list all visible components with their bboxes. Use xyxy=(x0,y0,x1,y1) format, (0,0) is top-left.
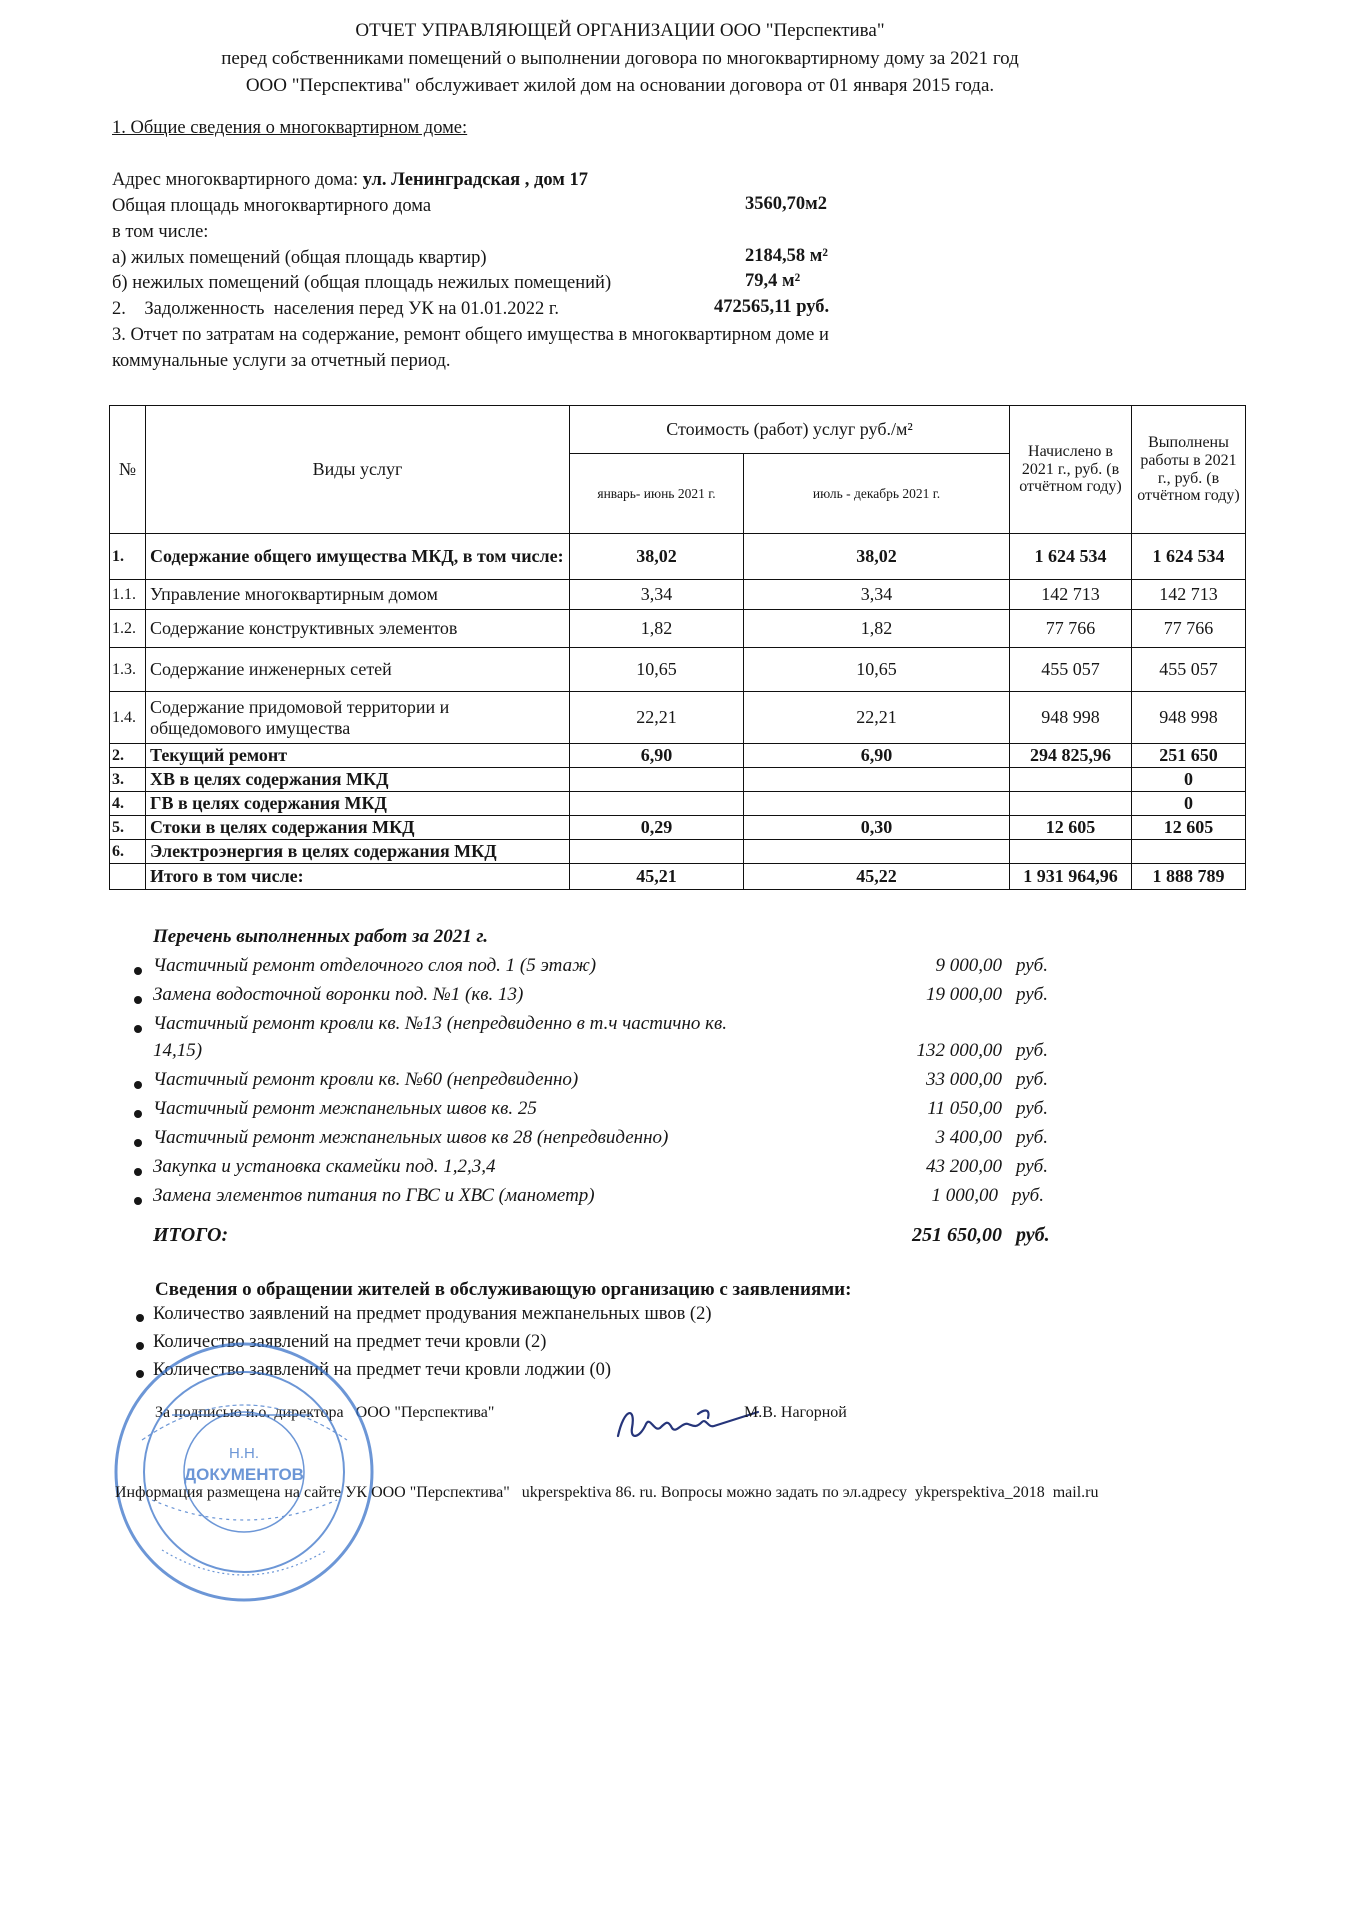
row-num: 1.2. xyxy=(110,610,146,648)
row-half2: 10,65 xyxy=(744,648,1010,692)
row-half1 xyxy=(570,768,744,792)
row-done: 1 888 789 xyxy=(1132,864,1246,890)
row-num: 1.1. xyxy=(110,580,146,610)
appeal-item: Количество заявлений на предмет течи кровли лоджии (0) xyxy=(153,1360,612,1380)
table-row xyxy=(110,534,1246,580)
row-num: 6. xyxy=(110,840,146,864)
bullet-icon xyxy=(134,1197,142,1205)
footer-info: Информация размещена на сайте УК ООО "Перспектива" ukperspektiva 86. ru. Вопросы можно задать по эл.адресу ykperspektiva_2018 mail.ru xyxy=(115,1484,1099,1501)
row-half2 xyxy=(744,792,1010,816)
work-item-amount: 33 000,00 xyxy=(926,1069,1002,1090)
row-half1: 6,90 xyxy=(570,744,744,768)
row-half2: 6,90 xyxy=(744,744,1010,768)
table-row xyxy=(110,768,1246,792)
work-item-text: Частичный ремонт межпанельных швов кв 28 (непредвиденно) xyxy=(153,1127,669,1148)
residential-label: а) жилых помещений (общая площадь квартир) xyxy=(112,248,487,268)
row-done: 12 605 xyxy=(1132,816,1246,840)
table-row xyxy=(110,816,1246,840)
table-row xyxy=(110,692,1246,744)
row-charged: 142 713 xyxy=(1010,580,1132,610)
table-row xyxy=(110,610,1246,648)
work-item-amount: 43 200,00 xyxy=(926,1156,1002,1177)
col-header-cost: Стоимость (работ) услуг руб./м² xyxy=(570,406,1010,454)
table-row xyxy=(110,840,1246,864)
row-half1: 38,02 xyxy=(570,534,744,580)
row-service: Стоки в целях содержания МКД xyxy=(146,816,570,840)
works-total-amount: 251 650,00 xyxy=(912,1224,1002,1246)
table-row xyxy=(110,580,1246,610)
row-service: Содержание придомовой территории и общедомового имущества xyxy=(146,692,570,744)
row-num: 4. xyxy=(110,792,146,816)
row-service: Содержание общего имущества МКД, в том числе: xyxy=(146,534,570,580)
row-service: Электроэнергия в целях содержания МКД xyxy=(146,840,570,864)
row-half1: 22,21 xyxy=(570,692,744,744)
row-half1: 3,34 xyxy=(570,580,744,610)
row-charged: 1 931 964,96 xyxy=(1010,864,1132,890)
work-item-amount: 1 000,00 xyxy=(931,1185,998,1206)
col-header-service: Виды услуг xyxy=(146,406,570,534)
work-item-amount: 3 400,00 xyxy=(935,1127,1002,1148)
row-charged xyxy=(1010,840,1132,864)
work-item-unit: руб. xyxy=(1016,955,1048,976)
section3-line2: коммунальные услуги за отчетный период. xyxy=(112,351,451,371)
work-item-text-cont: 14,15) xyxy=(153,1040,203,1061)
table-row xyxy=(110,792,1246,816)
bullet-icon xyxy=(136,1314,144,1322)
row-charged: 455 057 xyxy=(1010,648,1132,692)
work-item-text: Закупка и установка скамейки под. 1,2,3,4 xyxy=(153,1156,496,1177)
debt-label: 2. Задолженность населения перед УК на 01.01.2022 г. xyxy=(112,299,560,319)
row-charged: 1 624 534 xyxy=(1010,534,1132,580)
table-row xyxy=(110,744,1246,768)
report-subtitle: перед собственниками помещений о выполнении договора по многоквартирному дому за 2021 год xyxy=(221,48,1019,69)
work-item-unit: руб. xyxy=(1016,1098,1048,1119)
row-num: 1.3. xyxy=(110,648,146,692)
row-half2: 0,30 xyxy=(744,816,1010,840)
work-item-text: Замена элементов питания по ГВС и ХВС (манометр) xyxy=(153,1185,595,1206)
section1-title: 1. Общие сведения о многоквартирном доме: xyxy=(112,118,468,138)
row-charged: 77 766 xyxy=(1010,610,1132,648)
work-item-unit: руб. xyxy=(1012,1185,1044,1206)
row-half2: 22,21 xyxy=(744,692,1010,744)
bullet-icon xyxy=(134,1081,142,1089)
row-done: 455 057 xyxy=(1132,648,1246,692)
work-item-amount: 132 000,00 xyxy=(916,1040,1002,1061)
row-service: Итого в том числе: xyxy=(146,864,570,890)
row-charged: 12 605 xyxy=(1010,816,1132,840)
work-item-text: Частичный ремонт кровли кв. №13 (непредвиденно в т.ч частично кв. xyxy=(153,1013,728,1034)
row-half2: 45,22 xyxy=(744,864,1010,890)
col-header-half2: июль - декабрь 2021 г. xyxy=(744,454,1010,534)
row-charged xyxy=(1010,768,1132,792)
nonresidential-value: 79,4 м² xyxy=(745,271,801,291)
row-done: 77 766 xyxy=(1132,610,1246,648)
report-contract-line: ООО "Перспектива" обслуживает жилой дом на основании договора от 01 января 2015 года. xyxy=(245,75,995,96)
row-service: ХВ в целях содержания МКД xyxy=(146,768,570,792)
report-title: ОТЧЕТ УПРАВЛЯЮЩЕЙ ОРГАНИЗАЦИИ ООО "Перспектива" xyxy=(355,20,885,41)
signature-label: За подписью и.о. директора ООО "Перспектива" xyxy=(155,1404,495,1421)
row-num xyxy=(110,864,146,890)
row-half1 xyxy=(570,792,744,816)
total-area-value: 3560,70м2 xyxy=(745,194,827,214)
col-header-num: № xyxy=(110,406,146,534)
appeals-title: Сведения о обращении жителей в обслуживающую организацию с заявлениями: xyxy=(155,1279,852,1300)
row-num: 2. xyxy=(110,744,146,768)
works-total-unit: руб. xyxy=(1016,1224,1050,1246)
row-done: 0 xyxy=(1132,768,1246,792)
row-service: Содержание инженерных сетей xyxy=(146,648,570,692)
bullet-icon xyxy=(134,1110,142,1118)
row-half2: 1,82 xyxy=(744,610,1010,648)
row-half1 xyxy=(570,840,744,864)
works-total-label: ИТОГО: xyxy=(153,1224,229,1246)
including-label: в том числе: xyxy=(112,222,209,242)
bullet-icon xyxy=(134,1025,142,1033)
row-service: ГВ в целях содержания МКД xyxy=(146,792,570,816)
row-half2: 38,02 xyxy=(744,534,1010,580)
residential-value: 2184,58 м² xyxy=(745,246,828,266)
work-item-amount: 9 000,00 xyxy=(935,955,1002,976)
section3-line1: 3. Отчет по затратам на содержание, ремонт общего имущества в многоквартирном доме и xyxy=(112,325,829,345)
row-done: 948 998 xyxy=(1132,692,1246,744)
appeal-item: Количество заявлений на предмет течи кровли (2) xyxy=(153,1332,547,1352)
work-item-text: Частичный ремонт кровли кв. №60 (непредвиденно) xyxy=(153,1069,579,1090)
row-half2 xyxy=(744,768,1010,792)
row-num: 3. xyxy=(110,768,146,792)
work-item-text: Частичный ремонт межпанельных швов кв. 25 xyxy=(153,1098,537,1119)
row-done: 0 xyxy=(1132,792,1246,816)
row-service: Содержание конструктивных элементов xyxy=(146,610,570,648)
row-num: 5. xyxy=(110,816,146,840)
address-value: ул. Ленинградская , дом 17 xyxy=(362,170,588,190)
work-item-unit: руб. xyxy=(1016,1040,1048,1061)
works-title: Перечень выполненных работ за 2021 г. xyxy=(153,926,488,947)
row-half1: 0,29 xyxy=(570,816,744,840)
row-half1: 45,21 xyxy=(570,864,744,890)
row-half1: 10,65 xyxy=(570,648,744,692)
row-half2 xyxy=(744,840,1010,864)
services-table xyxy=(109,405,1246,890)
work-item-unit: руб. xyxy=(1016,984,1048,1005)
row-charged: 294 825,96 xyxy=(1010,744,1132,768)
row-done: 251 650 xyxy=(1132,744,1246,768)
organization-stamp xyxy=(112,1340,377,1605)
row-num: 1. xyxy=(110,534,146,580)
debt-value: 472565,11 руб. xyxy=(714,297,830,317)
work-item-amount: 19 000,00 xyxy=(926,984,1002,1005)
table-row-total xyxy=(110,864,1246,890)
work-item-amount: 11 050,00 xyxy=(927,1098,1002,1119)
table-row xyxy=(110,648,1246,692)
address-line xyxy=(112,170,588,191)
row-done: 1 624 534 xyxy=(1132,534,1246,580)
work-item-unit: руб. xyxy=(1016,1156,1048,1177)
work-item-text: Частичный ремонт отделочного слоя под. 1 (5 этаж) xyxy=(153,955,597,976)
row-service: Управление многоквартирным домом xyxy=(146,580,570,610)
appeal-item: Количество заявлений на предмет продувания межпанельных швов (2) xyxy=(153,1304,712,1324)
row-done: 142 713 xyxy=(1132,580,1246,610)
nonresidential-label: б) нежилых помещений (общая площадь нежилых помещений) xyxy=(112,273,612,293)
row-service: Текущий ремонт xyxy=(146,744,570,768)
col-header-charged: Начислено в 2021 г., руб. (в отчётном году) xyxy=(1010,406,1132,534)
total-area-label: Общая площадь многоквартирного дома xyxy=(112,196,432,216)
work-item-unit: руб. xyxy=(1016,1127,1048,1148)
address-label: Адрес многоквартирного дома: xyxy=(112,170,363,190)
work-item-text: Замена водосточной воронки под. №1 (кв. 13) xyxy=(153,984,524,1005)
col-header-half1: январь- июнь 2021 г. xyxy=(570,454,744,534)
col-header-done: Выполнены работы в 2021 г., руб. (в отчётном году) xyxy=(1132,406,1246,534)
bullet-icon xyxy=(134,1168,142,1176)
row-half2: 3,34 xyxy=(744,580,1010,610)
row-half1: 1,82 xyxy=(570,610,744,648)
signer-name: М.В. Нагорной xyxy=(744,1404,847,1421)
bullet-icon xyxy=(134,967,142,975)
row-done xyxy=(1132,840,1246,864)
stamp-text-top: Н.Н. xyxy=(229,1445,259,1462)
row-charged: 948 998 xyxy=(1010,692,1132,744)
row-num: 1.4. xyxy=(110,692,146,744)
stamp-text-mid: ДОКУМЕНТОВ xyxy=(184,1465,304,1484)
bullet-icon xyxy=(134,1139,142,1147)
row-charged xyxy=(1010,792,1132,816)
work-item-unit: руб. xyxy=(1016,1069,1048,1090)
bullet-icon xyxy=(134,996,142,1004)
